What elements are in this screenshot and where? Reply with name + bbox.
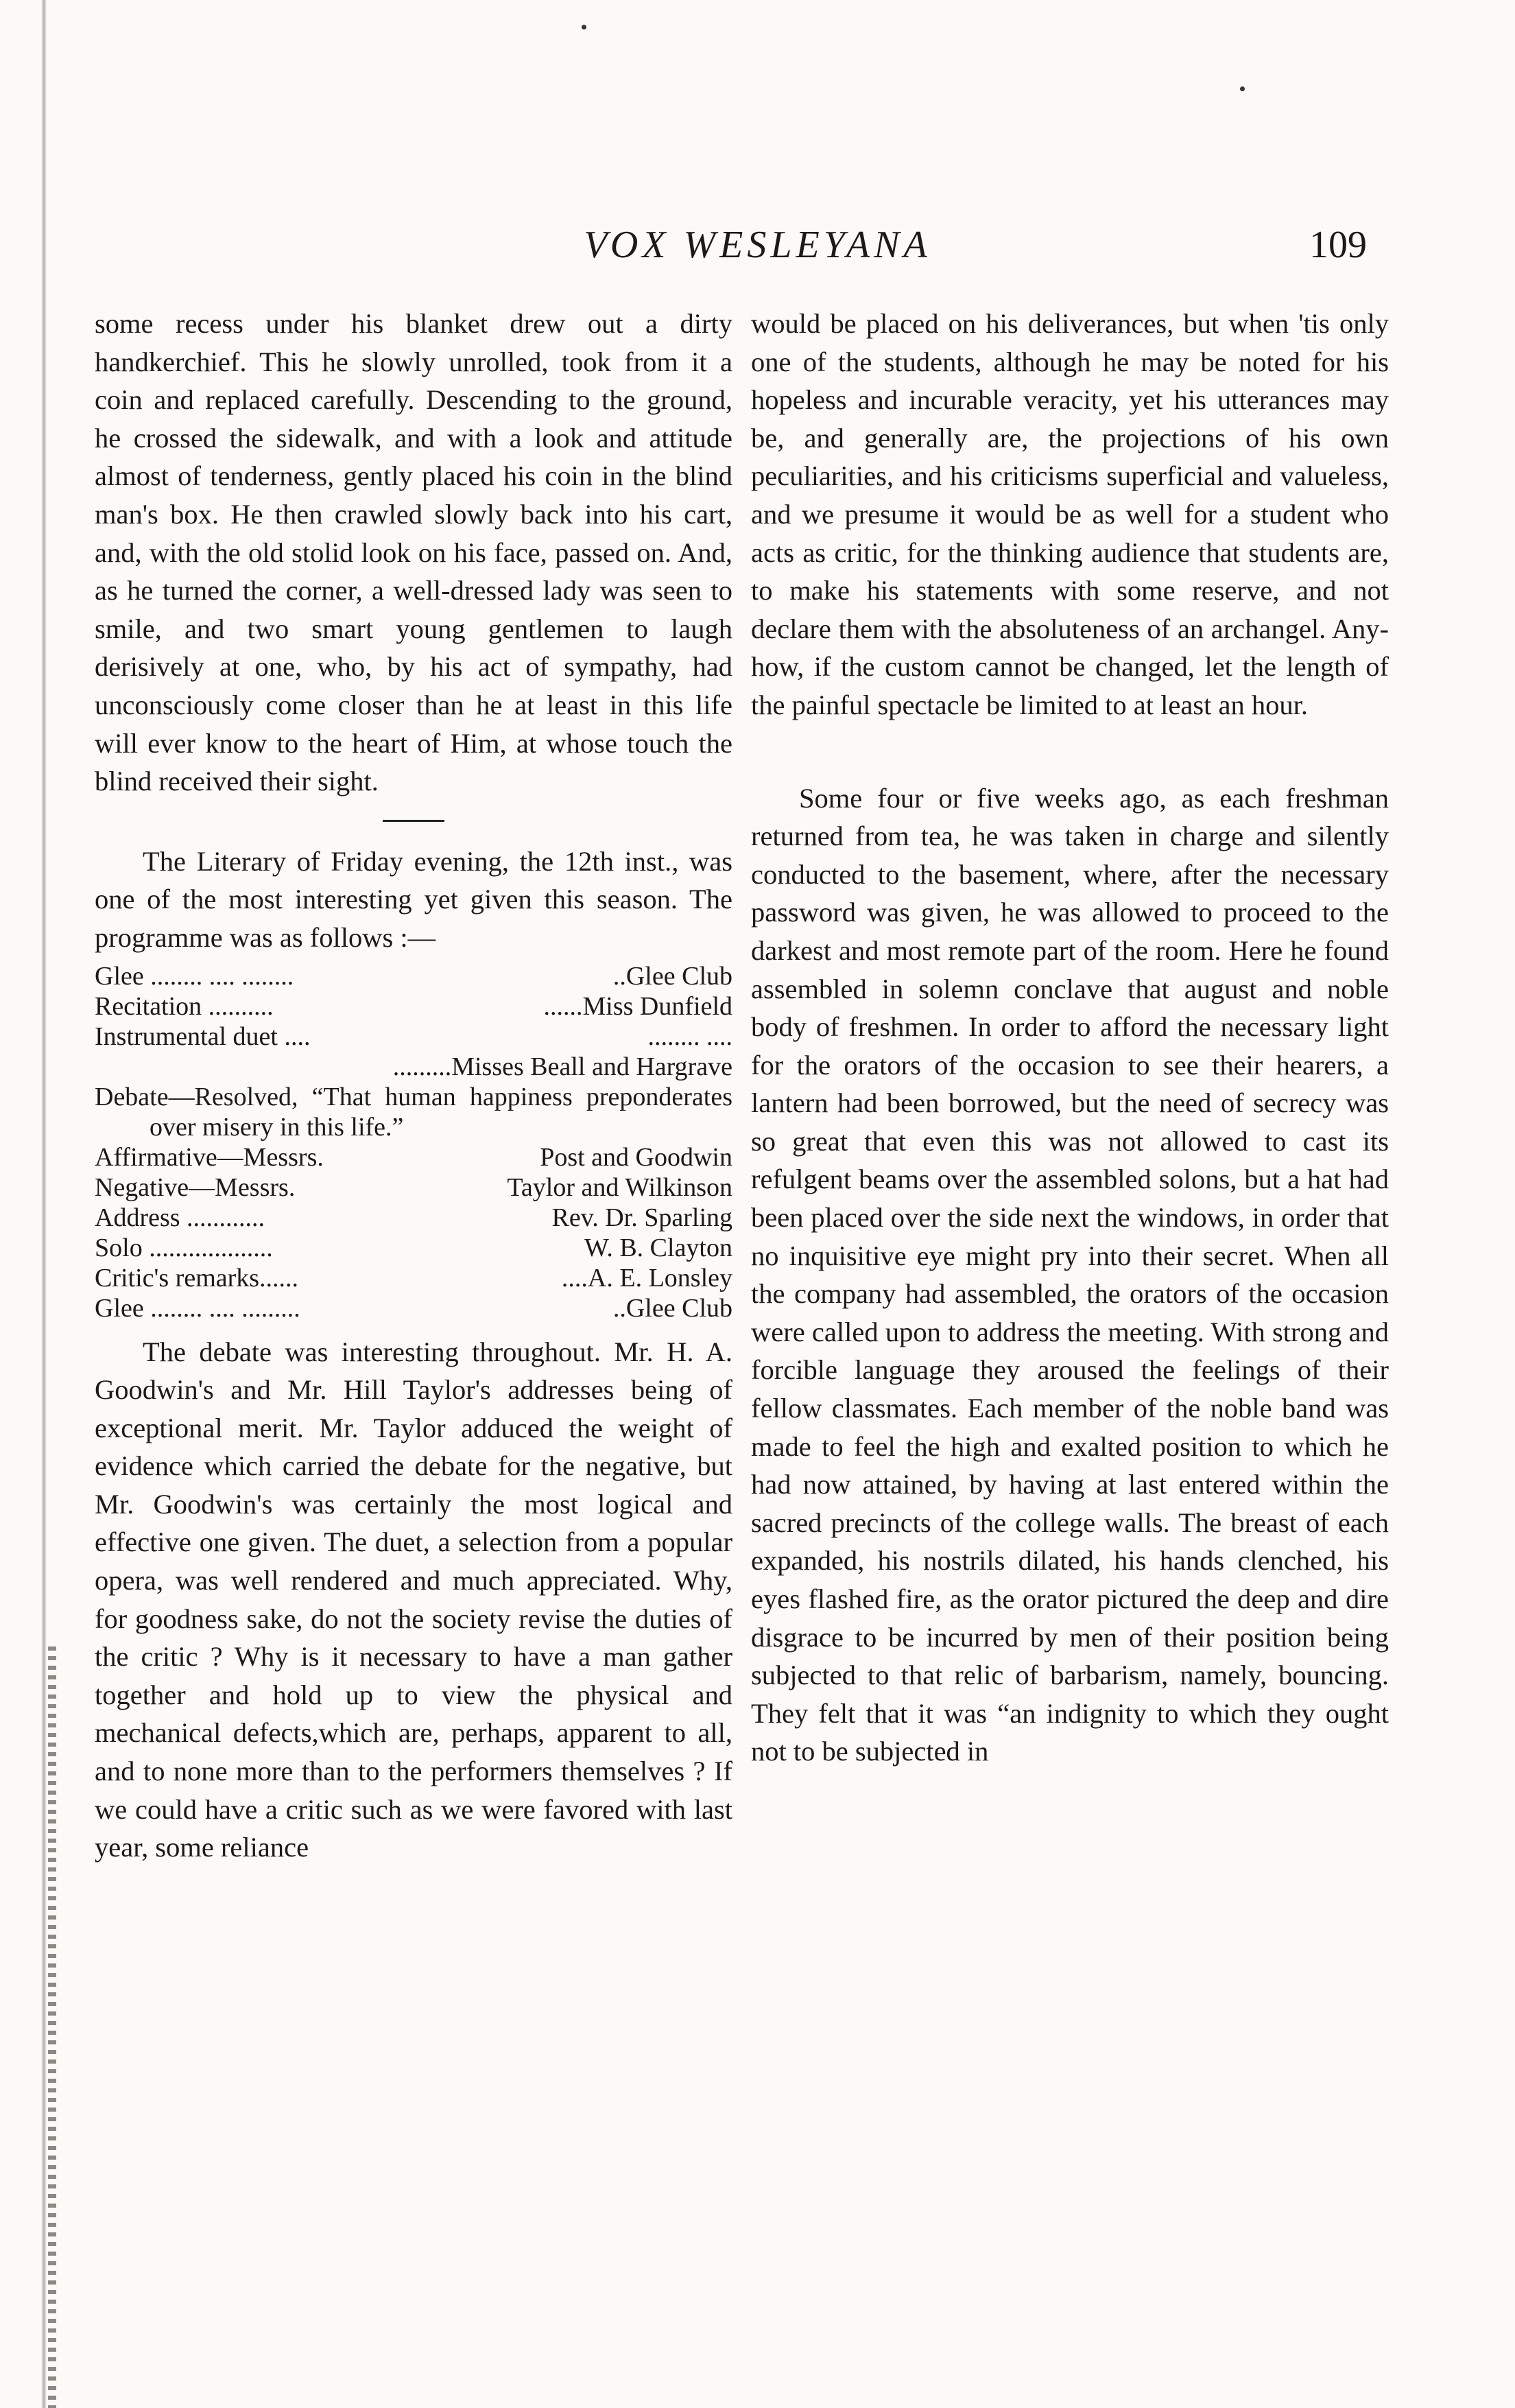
- programme-item: Negative—Messrs. Taylor and Wilkinson: [95, 1172, 732, 1202]
- journal-title: VOX WESLEYANA: [584, 224, 931, 266]
- speck: [582, 25, 586, 29]
- programme-list: [95, 961, 732, 1323]
- paragraph-critic: would be placed on his deliverances, but when 'tis only one of the students, although he may be noted for his hopeless and incurable veracity, yet his utterances may be, and generally are, the projections of his own peculiarities, and his criticisms superficial and valueless, and we presume it would be as well for a student who acts as critic, for the thinking audience that students are, to make his statements with some reserve, and not declare them with the absoluteness of an archangel. Anyhow, if the custom cannot be changed, let the length of the painful spectacle be limited to at least an hour.: [751, 308, 1389, 720]
- programme-debate: Debate—Resolved, “That human happiness preponderates over misery in this life.”: [95, 1082, 732, 1142]
- programme-item: Address ............ Rev. Dr. Sparling: [95, 1203, 732, 1232]
- paragraph-blind-man: some recess under his blanket drew out a dirty handkerchief. This he slowly unrolled, took from it a coin and replaced carefully. Descending to the ground, he crossed the sidewalk, and with a look and attitude almost of tenderness, gently placed his coin in the blind man's box. He then crawled slowly back into his cart, and, with the old stolid look on his face, passed on. And, as he turned the corner, a well-dressed lady was seen to smile, and two smart young gentlemen to laugh derisively at one, who, by his act of sympathy, had unconsciously come closer than he at least in this life will ever know to the heart of Him, at whose touch the blind received their sight.: [95, 308, 732, 797]
- binding-edge-marks: [48, 1646, 56, 2408]
- page-number: 109: [1309, 224, 1367, 266]
- paragraph-freshmen: Some four or five weeks ago, as each freshman returned from tea, he was taken in charge and silently conducted to the basement, where, after the necessary password was given, he was allowed to proceed to the darkest and most remote part of the room. Here he found assembled in solemn conclave that august and noble body of freshmen. In order to afford the necessary light for the orators of the occasion to see their hearers, a lantern had been borrowed, but the need of secrecy was so great that even this was not allowed to cast its refulgent beams over the assembled solons, but a hat had been placed over the side next the windows, in order that no inquisitive eye might pry into their secret. When all the company had assembled, the orators of the occasion were called upon to address the meeting. With strong and forcible language they aroused the feelings of their fellow classmates. Each member of the noble band was made to feel the high and exalted position to which he had now attained, by having at last entered within the sacred precincts of the college walls. The breast of each expanded, his nostrils dilated, his hands clenched, his eyes flashed fire, as the orator pictured the deep and dire disgrace to be incurred by men of their position being subjected to that relic of barbarism, namely, bouncing. They felt that it was “an indignity to which they ought not to be subjected in: [751, 782, 1389, 1767]
- programme-item: Glee ........ .... ......... ..Glee Club: [95, 1293, 732, 1323]
- right-column: [751, 305, 1389, 1771]
- paragraph-debate-review: The debate was interesting throughout. Mr. H. A. Goodwin's and Mr. Hill Taylor's addresses being of exceptional merit. Mr. Taylor adduced the weight of evidence which carried the debate for the negative, but Mr. Goodwin's was certainly the most logical and effective one given. The duet, a selection from a popular opera, was well rendered and much appreciated. Why, for goodness sake, do not the society revise the duties of the critic ? Why is it necessary to have a man gather together and hold up to view the physical and mechanical defects,which are, perhaps, apparent to all, and to none more than to the performers themselves ? If we could have a critic such as we were favored with last year, some reliance: [95, 1336, 732, 1863]
- page-edge-shadow: [41, 0, 47, 2408]
- programme-item: Affirmative—Messrs. Post and Goodwin: [95, 1142, 732, 1172]
- speck: [1240, 86, 1245, 91]
- section-divider: [383, 820, 444, 822]
- programme-item: Glee ........ .... ........ ..Glee Club: [95, 961, 732, 991]
- programme-item: Instrumental duet .... ........ ....: [95, 1022, 732, 1051]
- paragraph-literary: The Literary of Friday evening, the 12th inst., was one of the most interesting yet given this season. The programme was as follows :—: [95, 845, 732, 953]
- left-column: [95, 305, 732, 1867]
- programme-item: Critic's remarks...... ....A. E. Lonsley: [95, 1263, 732, 1292]
- programme-item: Recitation .......... ......Miss Dunfield: [95, 991, 732, 1021]
- running-header: [0, 214, 1515, 276]
- programme-item: Solo ................... W. B. Clayton: [95, 1233, 732, 1262]
- programme-item-continuation: .........Misses Beall and Hargrave: [392, 1052, 732, 1081]
